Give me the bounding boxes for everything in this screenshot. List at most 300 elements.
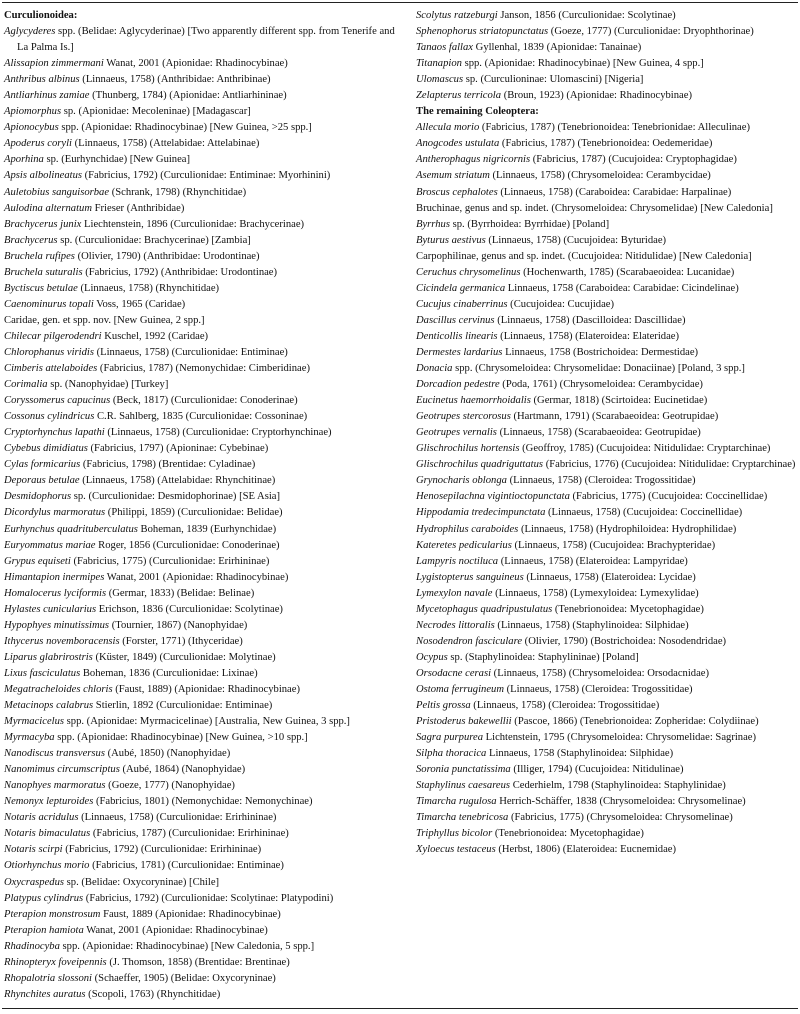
entry-details: Linnaeus, 1758 (Staphylinoidea: Silphidae) — [486, 748, 674, 760]
entry-details: spp. (Apionidae: Rhadinocybinae) [New Guinea, >10 spp.] — [54, 732, 308, 744]
species-name: Dorcadion pedestre — [416, 379, 500, 391]
list-item — [416, 746, 799, 762]
entry-details: (Hartmann, 1791) (Scarabaeoidea: Geotrupidae) — [510, 411, 719, 423]
species-name: Grynocharis oblonga — [416, 475, 507, 487]
list-item — [416, 730, 799, 746]
entry-details: (Schaeffer, 1905) (Belidae: Oxycoryninae) — [92, 972, 276, 984]
species-name: Byctiscus betulae — [4, 282, 78, 294]
section-heading-curculionoidea: Curculionoidea: — [4, 10, 78, 21]
list-item — [416, 698, 799, 714]
list-item — [416, 361, 799, 377]
entry-details: (Fabricius, 1787) (Tenebrionoidea: Tenebrionidae: Alleculinae) — [479, 122, 750, 134]
entry-details: (Pascoe, 1866) (Tenebrionoidea: Zopheridae: Colydiinae) — [511, 716, 759, 728]
right-entry-list-top — [416, 8, 799, 104]
species-name: Cryptorhynchus lapathi — [4, 427, 105, 439]
entry-details: Boheman, 1839 (Eurhynchidae) — [137, 523, 277, 535]
list-item — [416, 682, 799, 698]
entry-details: (Olivier, 1790) (Bostrichoidea: Nosodendridae) — [522, 635, 727, 647]
entry-details: Stierlin, 1892 (Curculionidae: Entiminae) — [93, 700, 273, 712]
entry-details: (Fabricius, 1801) (Nemonychidae: Nemonychinae) — [93, 796, 313, 808]
species-name: Grypus equiseti — [4, 555, 71, 567]
entry-details: (Germar, 1818) (Scirtoidea: Eucinetidae) — [530, 395, 708, 407]
entry-details: (Germar, 1833) (Belidae: Belinae) — [106, 587, 255, 599]
species-name: Nemonyx lepturoides — [4, 796, 94, 808]
entry-details: (Linnaeus, 1758) (Cleroidea: Trogossitidae) — [506, 475, 696, 487]
entry-details: C.R. Sahlberg, 1835 (Curculionidae: Cossoninae) — [94, 411, 308, 423]
top-rule — [2, 2, 798, 3]
entry-details: (Linnaeus, 1758) (Cleroidea: Trogossitidae) — [470, 700, 660, 712]
list-item — [4, 538, 405, 554]
species-name: Geotrupes vernalis — [416, 427, 497, 439]
list-item — [416, 88, 799, 104]
species-name: Hypophyes minutissimus — [4, 619, 110, 631]
species-name: Pterapion monstrosum — [4, 908, 101, 920]
list-item — [4, 377, 405, 393]
species-name: Eucinetus haemorrhoidalis — [416, 395, 531, 407]
entry-details: (Aubé, 1850) (Nanophyidae) — [104, 748, 231, 760]
list-item — [4, 923, 405, 939]
species-name: Glischrochilus hortensis — [416, 443, 520, 455]
list-item — [4, 313, 405, 329]
list-item — [416, 377, 799, 393]
entry-details: (Olivier, 1790) (Anthribidae: Urodontinae) — [74, 250, 260, 262]
list-item — [4, 152, 405, 168]
species-name: Apiomorphus — [4, 106, 62, 118]
list-item — [416, 168, 799, 184]
species-name: Homalocerus lyciformis — [4, 587, 107, 599]
entry-details: (Linnaeus, 1758) (Attelabidae: Attelabinae) — [71, 138, 260, 150]
list-item — [416, 249, 799, 265]
entry-details: sp. (Nanophyidae) [Turkey] — [47, 379, 169, 391]
list-item — [4, 522, 405, 538]
species-name: Ithycerus novemboracensis — [4, 635, 120, 647]
species-name: Ulomascus — [416, 74, 464, 86]
entry-details: Herrich-Schäffer, 1838 (Chrysomeloidea: Chrysomelinae) — [496, 796, 746, 808]
entry-details: (Fabricius, 1798) (Brentidae: Cyladinae) — [80, 459, 256, 471]
list-item — [416, 8, 799, 24]
list-item — [4, 489, 405, 505]
species-name: Byturus aestivus — [416, 234, 486, 246]
entry-details: (Linnaeus, 1758) (Curculionidae: Erirhininae) — [78, 812, 277, 824]
species-name: Antliarhinus zamiae — [4, 90, 90, 102]
list-item — [4, 425, 405, 441]
list-item — [416, 778, 799, 794]
entry-details: (Beck, 1817) (Curculionidae: Conoderinae) — [110, 395, 298, 407]
species-name: Hippodamia tredecimpunctata — [416, 507, 546, 519]
list-item — [4, 602, 405, 618]
entry-details: Roger, 1856 (Curculionidae: Conoderinae) — [95, 539, 280, 551]
list-item — [4, 971, 405, 987]
entry-details: (Scopoli, 1763) (Rhynchitidae) — [85, 988, 221, 1000]
entry-details: sp. (Curculionidae: Desmidophorinae) [SE Asia] — [71, 491, 280, 503]
list-item — [4, 56, 405, 72]
entry-details: (Forster, 1771) (Ithyceridae) — [119, 635, 243, 647]
species-name: Megatracheloides chloris — [4, 683, 113, 695]
species-name: Rhynchites auratus — [4, 988, 86, 1000]
entry-details: (Fabricius, 1792) (Curculionidae: Entiminae: Myorhinini) — [81, 170, 331, 182]
species-name: Coryssomerus capucinus — [4, 395, 111, 407]
list-item — [4, 265, 405, 281]
list-item — [416, 56, 799, 72]
species-name: Allecula morio — [416, 122, 480, 134]
entry-details: Bruchinae, genus and sp. indet. (Chrysomeloidea: Chrysomelidae) [New Caledonia] — [416, 202, 773, 214]
list-item — [4, 345, 405, 361]
species-name: Caenominurus topali — [4, 298, 94, 310]
species-name: Titanapion — [416, 58, 462, 70]
species-name: Cybebus dimidiatus — [4, 443, 88, 455]
species-name: Soronia punctatissima — [416, 764, 511, 776]
species-name: Denticollis linearis — [416, 330, 498, 342]
list-item — [4, 891, 405, 907]
species-name: Hylastes cunicularius — [4, 603, 97, 615]
species-name: Otiorhynchus morio — [4, 860, 90, 872]
entry-details: (Thunberg, 1784) (Apionidae: Antliarhininae) — [89, 90, 287, 102]
entry-details: (Linnaeus, 1758) (Dascilloidea: Dascillidae) — [494, 314, 686, 326]
species-name: Aporhina — [4, 154, 44, 166]
list-item — [4, 955, 405, 971]
entry-details: (Fabricius, 1792) (Curculionidae: Erirhininae) — [62, 844, 262, 856]
species-name: Peltis grossa — [416, 700, 471, 712]
list-item — [416, 505, 799, 521]
species-name: Liparus glabrirostris — [4, 651, 93, 663]
species-name: Hydrophilus caraboides — [416, 523, 519, 535]
species-name: Dermestes lardarius — [416, 346, 503, 358]
species-name: Triphyllus bicolor — [416, 828, 493, 840]
list-item — [416, 40, 799, 56]
list-item — [416, 265, 799, 281]
list-item — [4, 409, 405, 425]
list-item — [4, 714, 405, 730]
list-item — [4, 393, 405, 409]
entry-details: (Linnaeus, 1758) (Anthribidae: Anthribinae) — [79, 74, 271, 86]
entry-details: sp. (Apionidae: Mecoleninae) [Madagascar] — [61, 106, 251, 118]
entry-details: sp. (Curculioninae: Ulomascini) [Nigeria] — [463, 74, 644, 86]
species-name: Myrmacicelus — [4, 716, 65, 728]
list-item — [416, 554, 799, 570]
species-name: Notaris scirpi — [4, 844, 63, 856]
entry-details: (Fabricius, 1775) (Curculionidae: Erirhininae) — [70, 555, 270, 567]
species-name: Henosepilachna vigintioctopunctata — [416, 491, 570, 503]
entry-details: (Goeze, 1777) (Curculionidae: Dryophthorinae) — [548, 26, 754, 38]
entry-details: sp. (Belidae: Oxycoryninae) [Chile] — [64, 876, 220, 888]
list-item — [4, 682, 405, 698]
entry-details: Liechtenstein, 1896 (Curculionidae: Brachycerinae) — [81, 218, 305, 230]
species-name: Notaris acridulus — [4, 812, 79, 824]
entry-details: Linnaeus, 1758 (Bostrichoidea: Dermestidae) — [502, 346, 699, 358]
species-name: Lixus fasciculatus — [4, 667, 81, 679]
list-item — [4, 762, 405, 778]
list-item — [416, 618, 799, 634]
entry-details: Boheman, 1836 (Curculionidae: Lixinae) — [80, 667, 258, 679]
species-name: Staphylinus caesareus — [416, 780, 511, 792]
list-item — [4, 778, 405, 794]
list-item — [416, 313, 799, 329]
list-item — [416, 570, 799, 586]
entry-details: (Faust, 1889) (Apionidae: Rhadinocybinae) — [112, 683, 300, 695]
entry-details: (Broun, 1923) (Apionidae: Rhadinocybinae) — [501, 90, 692, 102]
species-name: Ostoma ferrugineum — [416, 683, 504, 695]
species-name: Anthribus albinus — [4, 74, 80, 86]
species-name: Antherophagus nigricornis — [416, 154, 531, 166]
list-item — [4, 473, 405, 489]
entry-details: sp. (Eurhynchidae) [New Guinea] — [43, 154, 191, 166]
species-name: Silpha thoracica — [416, 748, 487, 760]
list-item — [416, 233, 799, 249]
right-entry-list — [416, 120, 799, 858]
species-name: Oxycraspedus — [4, 876, 65, 888]
entry-details: Wanat, 2001 (Apionidae: Rhadinocybinae) — [83, 924, 268, 936]
list-item — [416, 522, 799, 538]
species-name: Timarcha tenebricosa — [416, 812, 509, 824]
list-item — [416, 409, 799, 425]
list-item — [416, 72, 799, 88]
list-item — [416, 810, 799, 826]
entry-details: (Fabricius, 1775) (Chrysomeloidea: Chrysomelinae) — [508, 812, 733, 824]
entry-details: Faust, 1889 (Apionidae: Rhadinocybinae) — [100, 908, 281, 920]
list-item — [4, 217, 405, 233]
species-name: Dascillus cervinus — [416, 314, 495, 326]
list-item — [4, 858, 405, 874]
species-name: Nanophyes marmoratus — [4, 780, 106, 792]
species-name: Pterapion hamiota — [4, 924, 84, 936]
entry-details: (Linnaeus, 1758) (Chrysomeloidea: Orsodacnidae) — [491, 667, 710, 679]
entry-details: (Fabricius, 1775) (Cucujoidea: Coccinellidae) — [569, 491, 768, 503]
entry-details: Gyllenhal, 1839 (Apionidae: Tanainae) — [473, 42, 642, 54]
list-item — [416, 297, 799, 313]
entry-details: (Fabricius, 1787) (Cucujoidea: Cryptophagidae) — [530, 154, 737, 166]
species-name: Bruchela suturalis — [4, 266, 83, 278]
list-item — [4, 698, 405, 714]
list-item — [4, 329, 405, 345]
species-name: Glischrochilus quadriguttatus — [416, 459, 544, 471]
entry-details: (Küster, 1849) (Curculionidae: Molytinae) — [92, 651, 276, 663]
list-item — [4, 249, 405, 265]
entry-details: (Tournier, 1867) (Nanophyidae) — [109, 619, 248, 631]
list-item — [4, 361, 405, 377]
list-item — [416, 345, 799, 361]
list-item — [4, 168, 405, 184]
list-item — [4, 907, 405, 923]
entry-details: (Fabricius, 1787) (Nemonychidae: Cimberidinae) — [97, 363, 310, 375]
species-name: Corimalia — [4, 379, 48, 391]
list-item — [4, 730, 405, 746]
species-name: Mycetophagus quadripustulatus — [416, 603, 553, 615]
species-name: Brachycerus junix — [4, 218, 82, 230]
entry-details: Linnaeus, 1758 (Caraboidea: Carabidae: Cicindelinae) — [505, 282, 739, 294]
list-item — [4, 794, 405, 810]
species-name: Lampyris noctiluca — [416, 555, 499, 567]
list-item — [416, 586, 799, 602]
list-item — [4, 810, 405, 826]
entry-details: (Philippi, 1859) (Curculionidae: Belidae) — [105, 507, 283, 519]
species-name: Rhadinocyba — [4, 940, 60, 952]
species-name: Deporaus betulae — [4, 475, 80, 487]
list-item — [4, 136, 405, 152]
entry-details: Voss, 1965 (Caridae) — [93, 298, 186, 310]
list-item — [4, 104, 405, 120]
bottom-rule — [2, 1008, 798, 1009]
entry-details: (Linnaeus, 1758) (Elateroidea: Elateridae) — [497, 330, 679, 342]
species-name: Orsodacne cerasi — [416, 667, 492, 679]
species-name: Asemum striatum — [416, 170, 490, 182]
list-item — [416, 329, 799, 345]
list-item — [416, 152, 799, 168]
species-name: Nanomimus circumscriptus — [4, 764, 120, 776]
species-name: Pristoderus bakewellii — [416, 716, 512, 728]
entry-details: Kuschel, 1992 (Caridae) — [101, 330, 209, 342]
species-name: Anogcodes ustulata — [416, 138, 500, 150]
entry-details: (J. Thomson, 1858) (Brentidae: Brentinae) — [106, 956, 290, 968]
entry-details: (Linnaeus, 1758) (Attelabidae: Rhynchitinae) — [79, 475, 276, 487]
entry-details: (Linnaeus, 1758) (Elateroidea: Lampyridae) — [498, 555, 688, 567]
species-name: Aulodina alternatum — [4, 202, 92, 214]
species-name: Apionocybus — [4, 122, 59, 134]
list-item — [4, 826, 405, 842]
list-item — [416, 826, 799, 842]
entry-details: spp. (Apionidae: Rhadinocybinae) [New Guinea, 4 spp.] — [461, 58, 704, 70]
list-item — [4, 746, 405, 762]
left-entry-list — [4, 24, 405, 1003]
species-name: Sphenophorus striatopunctatus — [416, 26, 549, 38]
entry-details: (Poda, 1761) (Chrysomeloidea: Cerambycidae) — [499, 379, 703, 391]
entry-details: spp. (Chrysomeloidea: Chrysomelidae: Donaciinae) [Poland, 3 spp.] — [452, 363, 745, 375]
entry-details: (Linnaeus, 1758) (Elateroidea: Lycidae) — [523, 571, 696, 583]
list-item — [4, 634, 405, 650]
species-name: Cossonus cylindricus — [4, 411, 95, 423]
list-item — [416, 650, 799, 666]
entry-details: (Fabricius, 1792) (Anthribidae: Urodontinae) — [82, 266, 278, 278]
species-name: Chlorophanus viridis — [4, 346, 94, 358]
species-name: Nanodiscus transversus — [4, 748, 105, 760]
species-name: Ceruchus chrysomelinus — [416, 266, 521, 278]
list-item — [4, 875, 405, 891]
species-name: Auletobius sanguisorbae — [4, 186, 110, 198]
entry-details: Caridae, gen. et spp. nov. [New Guinea, 2 spp.] — [4, 314, 205, 326]
species-name: Tanaos fallax — [416, 42, 474, 54]
list-item — [416, 393, 799, 409]
list-item — [4, 554, 405, 570]
species-name: Donacia — [416, 363, 453, 375]
entry-details: (Fabricius, 1797) (Apioninae: Cybebinae) — [87, 443, 269, 455]
list-item — [4, 185, 405, 201]
list-item — [416, 185, 799, 201]
section-heading-remaining-coleoptera: The remaining Coleoptera: — [416, 106, 539, 118]
list-item — [416, 24, 799, 40]
species-name: Scolytus ratzeburgi — [416, 10, 498, 21]
species-name: Apsis albolineatus — [4, 170, 82, 182]
entry-details: (Linnaeus, 1758) (Cucujoidea: Byturidae) — [485, 234, 667, 246]
entry-details: (Aubé, 1864) (Nanophyidae) — [119, 764, 246, 776]
list-item — [4, 201, 405, 217]
species-name: Alissapion zimmermani — [4, 58, 104, 70]
list-item — [416, 666, 799, 682]
list-item — [416, 473, 799, 489]
entry-details: Frieser (Anthribidae) — [91, 202, 185, 214]
entry-details: (Tenebrionoidea: Mycetophagidae) — [492, 828, 644, 840]
list-item — [4, 120, 405, 136]
entry-details: sp. (Staphylinoidea: Staphylininae) [Poland] — [447, 651, 639, 663]
species-name: Bruchela rufipes — [4, 250, 75, 262]
entry-details: (Goeze, 1777) (Nanophyidae) — [105, 780, 235, 792]
list-item — [4, 650, 405, 666]
species-name: Byrrhus — [416, 218, 450, 230]
entry-details: sp. (Curculionidae: Brachycerinae) [Zambia] — [57, 234, 251, 246]
list-item — [4, 842, 405, 858]
entry-details: (Linnaeus, 1758) (Curculionidae: Cryptorhynchinae) — [104, 427, 332, 439]
list-item — [416, 136, 799, 152]
list-item — [416, 457, 799, 473]
right-column — [416, 8, 799, 858]
species-name: Geotrupes stercorosus — [416, 411, 511, 423]
entry-details: (Tenebrionoidea: Mycetophagidae) — [552, 603, 704, 615]
list-item — [4, 72, 405, 88]
list-item — [416, 489, 799, 505]
species-name: Necrodes littoralis — [416, 619, 495, 631]
entry-details: spp. (Belidae: Aglycyderinae) [Two apparently different spp. from Tenerife and La Palma Is.] — [17, 26, 395, 54]
list-item — [4, 666, 405, 682]
entry-details: (Fabricius, 1781) (Curculionidae: Entiminae) — [89, 860, 284, 872]
list-item — [4, 297, 405, 313]
entry-details: Carpophilinae, genus and sp. indet. (Cucujoidea: Nitidulidae) [New Caledonia] — [416, 250, 752, 262]
entry-details: (Linnaeus, 1758) (Caraboidea: Carabidae: Harpalinae) — [497, 186, 732, 198]
species-name: Himantapion inermipes — [4, 571, 105, 583]
list-item — [4, 505, 405, 521]
species-name: Cucujus cinaberrinus — [416, 298, 508, 310]
entry-details: (Linnaeus, 1758) (Cleroidea: Trogossitidae) — [503, 683, 693, 695]
species-name: Brachycerus — [4, 234, 58, 246]
list-item — [416, 602, 799, 618]
species-name: Rhinopteryx foveipennis — [4, 956, 107, 968]
list-item — [4, 618, 405, 634]
species-name: Euryommatus mariae — [4, 539, 96, 551]
list-item — [4, 281, 405, 297]
entry-details: (Fabricius, 1787) (Curculionidae: Erirhininae) — [90, 828, 289, 840]
species-name: Platypus cylindrus — [4, 892, 84, 904]
list-item — [416, 201, 799, 217]
list-item — [416, 441, 799, 457]
entry-details: spp. (Apionidae: Rhadinocybinae) [New Caledonia, 5 spp.] — [59, 940, 315, 952]
entry-details: (Fabricius, 1787) (Tenebrionoidea: Oedemeridae) — [499, 138, 713, 150]
species-name: Notaris bimaculatus — [4, 828, 91, 840]
species-name: Ocypus — [416, 651, 448, 663]
species-name: Chilecar pilgerodendri — [4, 330, 102, 342]
entry-details: (Linnaeus, 1758) (Cucujoidea: Brachypteridae) — [511, 539, 716, 551]
list-item — [4, 88, 405, 104]
entry-details: (Linnaeus, 1758) (Scarabaeoidea: Geotrupidae) — [496, 427, 701, 439]
list-item — [416, 634, 799, 650]
list-item — [416, 120, 799, 136]
species-name: Dicordylus marmoratus — [4, 507, 106, 519]
species-name: Rhopalotria slossoni — [4, 972, 92, 984]
species-name: Xyloecus testaceus — [416, 844, 496, 856]
entry-details: (Cucujoidea: Cucujidae) — [507, 298, 615, 310]
list-item — [416, 538, 799, 554]
species-name: Cicindela germanica — [416, 282, 506, 294]
list-item — [4, 987, 405, 1003]
entry-details: (Geoffroy, 1785) (Cucujoidea: Nitidulidae: Cryptarchinae) — [519, 443, 771, 455]
entry-details: (Illiger, 1794) (Cucujoidea: Nitidulinae) — [510, 764, 684, 776]
species-name: Zelapterus terricola — [416, 90, 502, 102]
entry-details: (Fabricius, 1776) (Cucujoidea: Nitidulidae: Cryptarchinae) — [543, 459, 796, 471]
list-item — [4, 24, 405, 56]
list-item — [416, 794, 799, 810]
entry-details: (Herbst, 1806) (Elateroidea: Eucnemidae) — [495, 844, 677, 856]
list-item — [416, 714, 799, 730]
species-name: Lygistopterus sanguineus — [416, 571, 524, 583]
list-item — [4, 457, 405, 473]
entry-details: (Linnaeus, 1758) (Hydrophiloidea: Hydrophilidae) — [518, 523, 737, 535]
list-item — [4, 441, 405, 457]
